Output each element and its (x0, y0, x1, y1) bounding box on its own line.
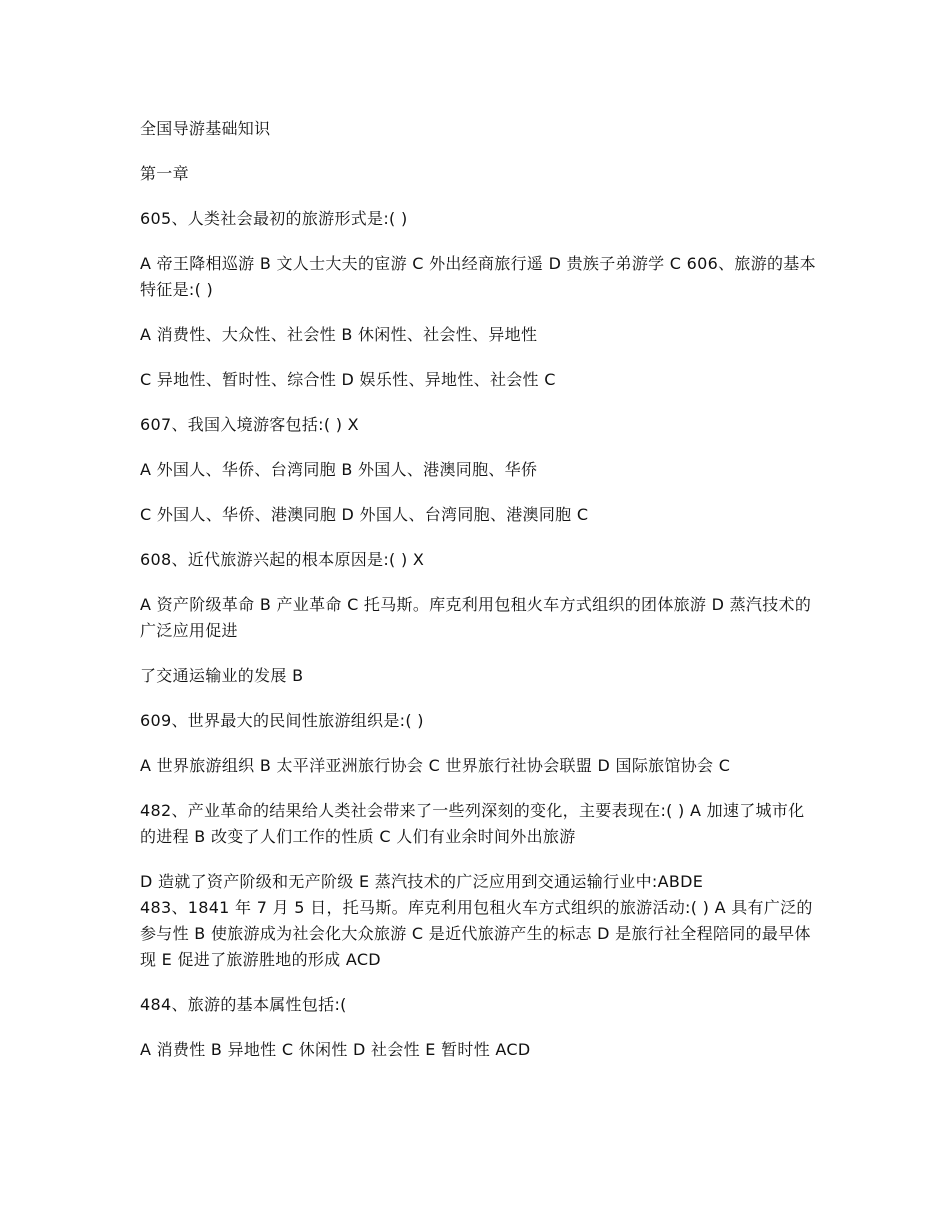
chapter-heading: 第一章 (140, 164, 189, 183)
paragraph-9: A 资产阶级革命 B 产业革命 C 托马斯。库克利用包租火车方式组织的团体旅游 D 蒸汽技术的广泛应用促进 (140, 595, 812, 640)
paragraph-6: A 外国人、华侨、台湾同胞 B 外国人、港澳同胞、华侨 (140, 460, 538, 479)
document-title: 全国导游基础知识 (140, 119, 271, 138)
paragraph-3: A 消费性、大众性、社会性 B 休闲性、社会性、异地性 (140, 325, 538, 344)
paragraph-2: A 帝王降相巡游 B 文人士大夫的宦游 C 外出经商旅行遥 D 贵族子弟游学 C 606、旅游的基本特征是:( ) (140, 254, 816, 299)
paragraph-7: C 外国人、华侨、港澳同胞 D 外国人、台湾同胞、港澳同胞 C (140, 505, 589, 524)
paragraph-13: 482、产业革命的结果给人类社会带来了一些列深刻的变化，主要表现在:( ) A 加速了城市化的进程 B 改变了人们工作的性质 C 人们有业余时间外出旅游 (140, 801, 805, 846)
paragraph-15: 483、1841 年 7 月 5 日，托马斯。库克利用包租火车方式组织的旅游活动:( ) A 具有广泛的参与性 B 使旅游成为社会化大众旅游 C 是近代旅游产生的标志 D 是旅行社全程陪同的最早体现 E 促进了旅游胜地的形成 ACD (140, 898, 813, 969)
paragraph-5: 607、我国入境游客包括:( ) X (140, 415, 359, 434)
paragraph-17: A 消费性 B 异地性 C 休闲性 D 社会性 E 暂时性 ACD (140, 1040, 531, 1059)
document-page (140, 116, 820, 1082)
paragraph-1: 605、人类社会最初的旅游形式是:( ) (140, 209, 408, 228)
paragraph-11: 609、世界最大的民间性旅游组织是:( ) (140, 711, 424, 730)
paragraph-10: 了交通运输业的发展 B (140, 666, 304, 685)
paragraph-4: C 异地性、暂时性、综合性 D 娱乐性、异地性、社会性 C (140, 370, 556, 389)
paragraph-12: A 世界旅游组织 B 太平洋亚洲旅行协会 C 世界旅行社协会联盟 D 国际旅馆协会 C (140, 756, 731, 775)
paragraph-16: 484、旅游的基本属性包括:( (140, 995, 347, 1014)
paragraph-8: 608、近代旅游兴起的根本原因是:( ) X (140, 550, 425, 569)
paragraph-14: D 造就了资产阶级和无产阶级 E 蒸汽技术的广泛应用到交通运输行业中:ABDE (140, 872, 704, 891)
